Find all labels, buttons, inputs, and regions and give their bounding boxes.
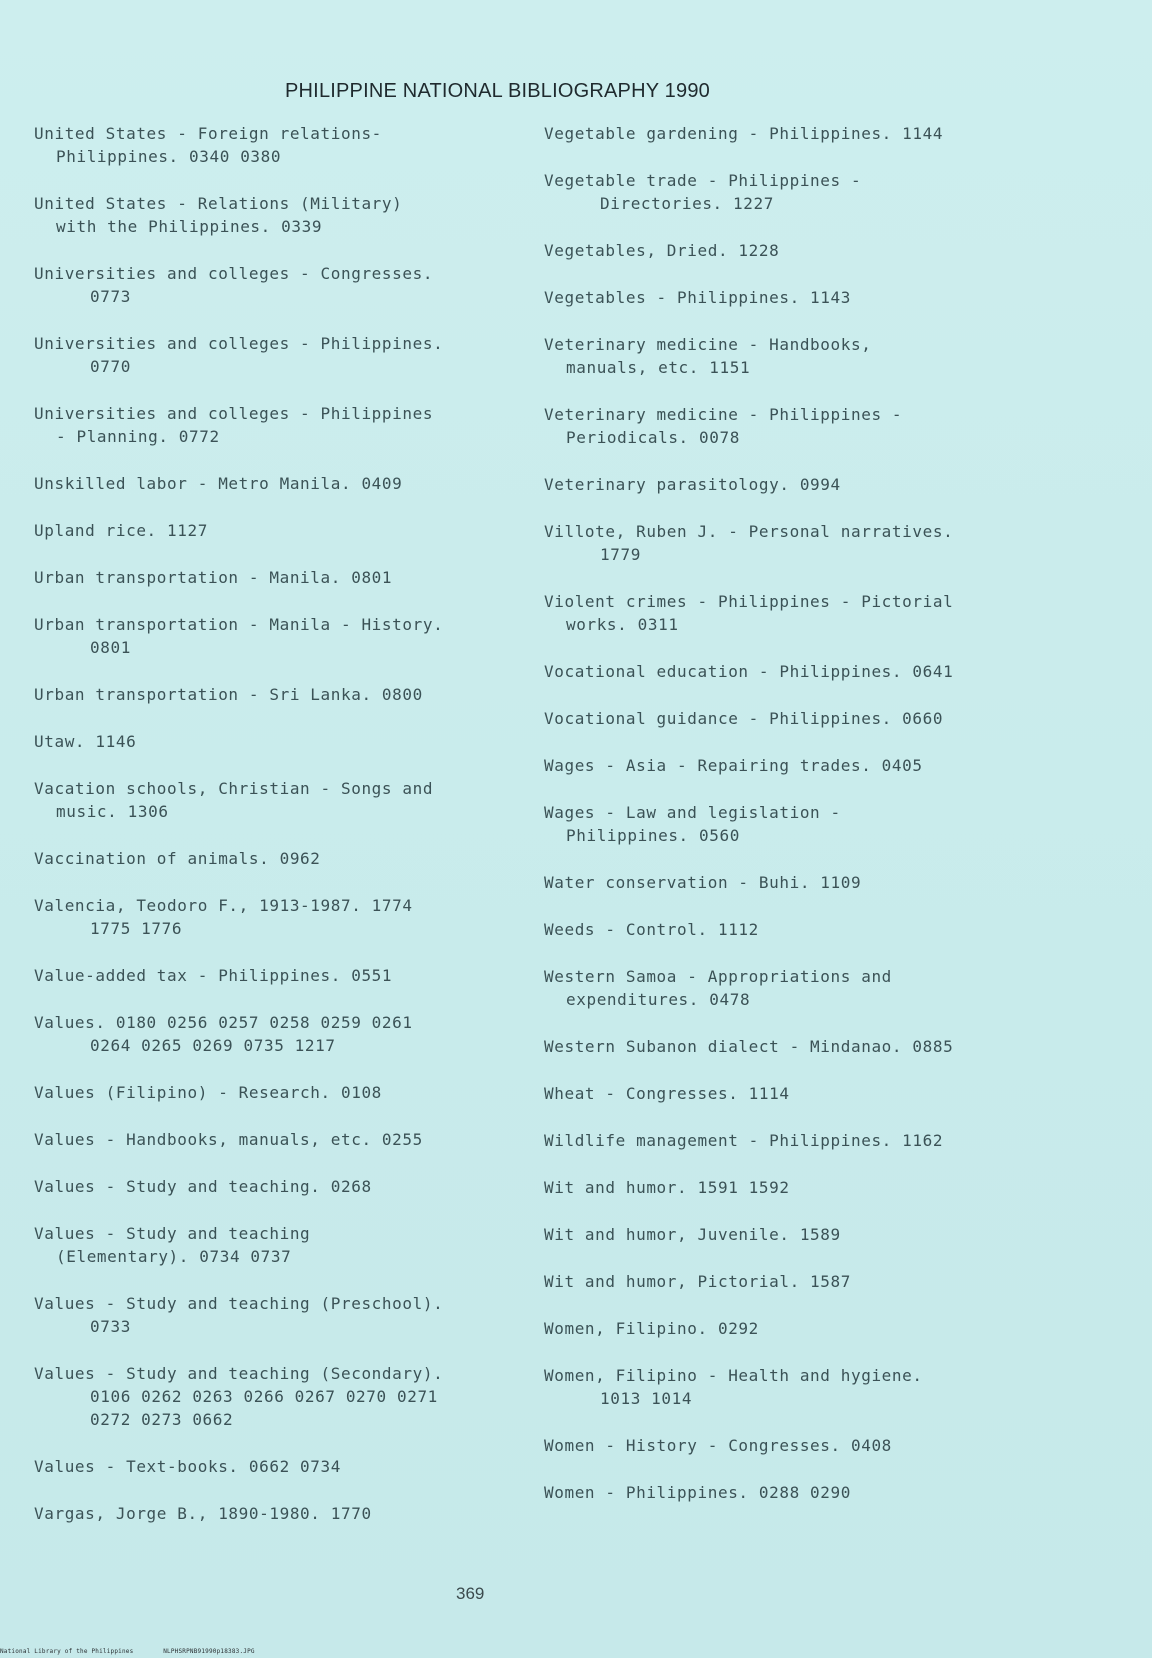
index-entry xyxy=(544,1364,1014,1410)
index-entry-continuation: Directories. 1227 xyxy=(600,194,774,213)
index-entry-heading: Water conservation - Buhi. 1109 xyxy=(544,873,862,892)
index-entry-continuation: 0773 xyxy=(90,287,131,306)
index-entry-continuation: Periodicals. 0078 xyxy=(566,428,740,447)
index-entry xyxy=(34,472,504,495)
index-entry-heading: Urban transportation - Sri Lanka. 0800 xyxy=(34,685,423,704)
index-entry-heading: Vegetables, Dried. 1228 xyxy=(544,241,780,260)
index-entry-heading: Wit and humor, Pictorial. 1587 xyxy=(544,1272,851,1291)
index-entry xyxy=(544,871,1014,894)
index-entry-heading: Women, Filipino. 0292 xyxy=(544,1319,759,1338)
index-entry xyxy=(34,262,504,308)
page-title: PHILIPPINE NATIONAL BIBLIOGRAPHY 1990 xyxy=(285,80,710,102)
index-entry xyxy=(544,520,1014,566)
index-entry xyxy=(544,1481,1014,1504)
index-entry-heading: Values - Study and teaching (Preschool). xyxy=(34,1294,444,1313)
index-entry-heading: Valencia, Teodoro F., 1913-1987. 1774 xyxy=(34,896,413,915)
index-entry-heading: Veterinary medicine - Philippines - xyxy=(544,405,903,424)
index-entry-continuation: Philippines. 0340 0380 xyxy=(56,147,282,166)
index-entry-heading: Women - History - Congresses. 0408 xyxy=(544,1436,892,1455)
index-entry-heading: Violent crimes - Philippines - Pictorial xyxy=(544,592,954,611)
index-entry-heading: Urban transportation - Manila - History. xyxy=(34,615,444,634)
index-entry-continuation: with the Philippines. 0339 xyxy=(56,217,323,236)
index-entry-continuation: 0770 xyxy=(90,357,131,376)
right-column xyxy=(544,122,1014,1528)
index-entry-continuation: Philippines. 0560 xyxy=(566,826,740,845)
index-entry-heading: Villote, Ruben J. - Personal narratives. xyxy=(544,522,954,541)
index-entry xyxy=(34,1081,504,1104)
index-entry xyxy=(544,1317,1014,1340)
index-entry-continuation: 0733 xyxy=(90,1317,131,1336)
index-entry xyxy=(544,590,1014,636)
index-entry-heading: Wheat - Congresses. 1114 xyxy=(544,1084,790,1103)
index-entry xyxy=(544,122,1014,145)
index-entry-continuation: (Elementary). 0734 0737 xyxy=(56,1247,292,1266)
index-entry-heading: Vocational education - Philippines. 0641 xyxy=(544,662,954,681)
index-entry-heading: Vargas, Jorge B., 1890-1980. 1770 xyxy=(34,1504,372,1523)
index-entry xyxy=(34,847,504,870)
index-entry-heading: Western Subanon dialect - Mindanao. 0885 xyxy=(544,1037,954,1056)
index-entry xyxy=(34,894,504,940)
index-entry xyxy=(34,1222,504,1268)
index-entry xyxy=(34,332,504,378)
index-entry xyxy=(544,239,1014,262)
index-entry-heading: Universities and colleges - Philippines. xyxy=(34,334,444,353)
scan-footer xyxy=(0,1648,281,1655)
index-entry-heading: Vegetable gardening - Philippines. 1144 xyxy=(544,124,944,143)
index-entry xyxy=(544,660,1014,683)
page-number: 369 xyxy=(456,1584,485,1603)
index-entry xyxy=(34,1175,504,1198)
index-entry-heading: Women, Filipino - Health and hygiene. xyxy=(544,1366,923,1385)
index-entry-continuation: works. 0311 xyxy=(566,615,679,634)
index-entry xyxy=(34,964,504,987)
index-entry-continuation: 1775 1776 xyxy=(90,919,183,938)
index-entry-heading: Wit and humor. 1591 1592 xyxy=(544,1178,790,1197)
index-entry xyxy=(34,1502,504,1525)
index-entry xyxy=(34,613,504,659)
left-column xyxy=(34,122,504,1549)
index-entry-heading: Universities and colleges - Congresses. xyxy=(34,264,434,283)
index-entry xyxy=(544,1434,1014,1457)
index-entry-heading: Vacation schools, Christian - Songs and xyxy=(34,779,434,798)
index-entry-heading: Value-added tax - Philippines. 0551 xyxy=(34,966,393,985)
index-entry xyxy=(34,519,504,542)
index-entry xyxy=(34,192,504,238)
index-entry-heading: Veterinary medicine - Handbooks, xyxy=(544,335,872,354)
index-entry-heading: Western Samoa - Appropriations and xyxy=(544,967,892,986)
index-entry xyxy=(34,1455,504,1478)
index-entry-heading: Values - Text-books. 0662 0734 xyxy=(34,1457,341,1476)
index-entry xyxy=(34,122,504,168)
index-entry-heading: Vegetables - Philippines. 1143 xyxy=(544,288,851,307)
index-entry xyxy=(544,754,1014,777)
index-entry xyxy=(544,801,1014,847)
index-entry-continuation: 0264 0265 0269 0735 1217 xyxy=(90,1036,336,1055)
index-entry-continuation: 1013 1014 xyxy=(600,1389,693,1408)
index-entry-heading: Vaccination of animals. 0962 xyxy=(34,849,321,868)
index-entry-continuation: manuals, etc. 1151 xyxy=(566,358,751,377)
index-entry-continuation: music. 1306 xyxy=(56,802,169,821)
index-entry-continuation: 0106 0262 0263 0266 0267 0270 0271 0272 0273 0662 xyxy=(90,1387,438,1429)
index-entry-heading: Values - Study and teaching. 0268 xyxy=(34,1177,372,1196)
index-entry xyxy=(544,1270,1014,1293)
index-entry xyxy=(544,286,1014,309)
index-entry-heading: Veterinary parasitology. 0994 xyxy=(544,475,841,494)
index-entry-heading: Values - Study and teaching (Secondary). xyxy=(34,1364,444,1383)
index-entry-heading: Wit and humor, Juvenile. 1589 xyxy=(544,1225,841,1244)
index-entry xyxy=(34,566,504,589)
index-entry xyxy=(34,1128,504,1151)
index-entry xyxy=(34,402,504,448)
footer-file: NLPHSRPNB91990p18383.JPG xyxy=(163,1648,255,1655)
index-entry-continuation: 0801 xyxy=(90,638,131,657)
index-entry xyxy=(544,169,1014,215)
index-entry-heading: Weeds - Control. 1112 xyxy=(544,920,759,939)
index-entry-heading: Vegetable trade - Philippines - xyxy=(544,171,862,190)
index-entry xyxy=(544,707,1014,730)
index-entry xyxy=(544,1223,1014,1246)
index-entry xyxy=(34,1292,504,1338)
index-entry-heading: Universities and colleges - Philippines xyxy=(34,404,434,423)
index-entry xyxy=(34,683,504,706)
index-entry xyxy=(544,403,1014,449)
index-entry-continuation: - Planning. 0772 xyxy=(56,427,220,446)
index-entry-heading: Values - Handbooks, manuals, etc. 0255 xyxy=(34,1130,423,1149)
index-entry-heading: Wages - Law and legislation - xyxy=(544,803,841,822)
index-entry xyxy=(34,777,504,823)
index-entry-heading: Values - Study and teaching xyxy=(34,1224,311,1243)
index-entry xyxy=(34,1362,504,1431)
index-entry-continuation: 1779 xyxy=(600,545,641,564)
index-entry-heading: Wages - Asia - Repairing trades. 0405 xyxy=(544,756,923,775)
index-entry-heading: United States - Foreign relations- xyxy=(34,124,382,143)
index-entry-heading: Urban transportation - Manila. 0801 xyxy=(34,568,393,587)
index-entry xyxy=(544,1176,1014,1199)
index-entry-heading: Unskilled labor - Metro Manila. 0409 xyxy=(34,474,403,493)
index-entry-heading: Utaw. 1146 xyxy=(34,732,137,751)
index-entry-heading: United States - Relations (Military) xyxy=(34,194,403,213)
index-entry xyxy=(34,730,504,753)
index-entry xyxy=(544,1129,1014,1152)
index-entry-heading: Vocational guidance - Philippines. 0660 xyxy=(544,709,944,728)
index-entry-continuation: expenditures. 0478 xyxy=(566,990,751,1009)
index-entry-heading: Wildlife management - Philippines. 1162 xyxy=(544,1131,944,1150)
index-entry xyxy=(34,1011,504,1057)
footer-library: National Library of the Philippines xyxy=(0,1648,134,1655)
index-entry xyxy=(544,965,1014,1011)
index-entry xyxy=(544,333,1014,379)
index-entry xyxy=(544,473,1014,496)
index-entry-heading: Women - Philippines. 0288 0290 xyxy=(544,1483,851,1502)
index-entry xyxy=(544,918,1014,941)
index-entry xyxy=(544,1082,1014,1105)
index-entry-heading: Values. 0180 0256 0257 0258 0259 0261 xyxy=(34,1013,413,1032)
index-entry-heading: Values (Filipino) - Research. 0108 xyxy=(34,1083,382,1102)
index-entry xyxy=(544,1035,1014,1058)
index-entry-heading: Upland rice. 1127 xyxy=(34,521,208,540)
